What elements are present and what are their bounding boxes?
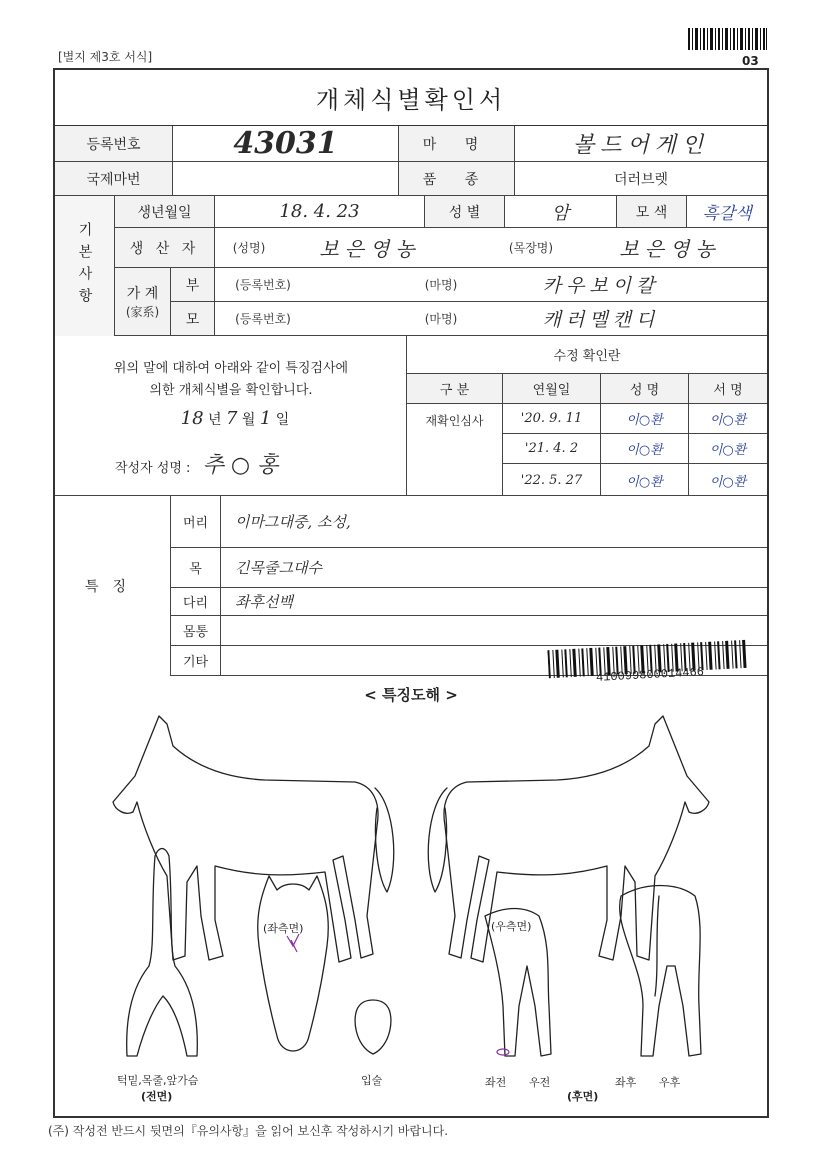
color-value: 흑갈색 — [702, 204, 752, 224]
footer-note: (주) 작성전 반드시 뒷면의『유의사항』을 읽어 보신후 작성하시기 바랍니다. — [48, 1124, 449, 1138]
bottom-barcode-number: 410099800014466 — [595, 665, 705, 685]
verification-date: '20. 9. 11 — [503, 404, 601, 433]
form-label: [별지 제3호 서식] — [58, 50, 153, 64]
verification-sign: 이○환 — [709, 474, 747, 490]
producer-name-value: 보은영농 — [319, 237, 421, 261]
dam-name-label: (마명) — [424, 312, 458, 326]
registration-value: 43031 — [173, 126, 399, 161]
horse-diagram — [55, 706, 767, 1116]
basic-section-label: 기본사항 — [55, 196, 115, 336]
statement-text — [71, 358, 391, 402]
right-rear-label: 우후 — [659, 1076, 681, 1089]
muzzle-label: 입술 — [361, 1074, 383, 1087]
verification-sign: 이○환 — [709, 413, 747, 428]
date-year-unit: 년 — [208, 412, 222, 428]
feature-body-label: 몸통 — [171, 616, 221, 645]
color-label: 모 색 — [617, 196, 687, 227]
intl-row — [55, 162, 767, 196]
rear-view-icon — [620, 886, 701, 1057]
left-front-label: 좌전 — [485, 1076, 507, 1089]
registration-row — [55, 126, 767, 162]
feature-leg-label: 다리 — [171, 588, 221, 615]
left-side-tail-icon — [375, 788, 394, 892]
author-line — [95, 448, 395, 479]
diagram-title: < 특징도해 > — [364, 686, 458, 704]
statement-date — [115, 408, 355, 429]
left-side-label: (좌측면) — [263, 922, 304, 935]
lineage-label-text: 가 계 — [126, 286, 159, 302]
verification-name: 이○환 — [601, 434, 689, 463]
intl-number-value — [173, 162, 399, 195]
statement-line-1: 위의 말에 대하여 아래와 같이 특징검사에 — [113, 361, 349, 376]
birth-row — [115, 196, 767, 228]
date-year: 18 — [180, 408, 204, 429]
verification-date: '22. 5. 27 — [503, 464, 601, 496]
sex-label: 성 별 — [425, 196, 505, 227]
date-day-unit: 일 — [275, 412, 290, 428]
verification-name: 이○환 — [601, 404, 689, 433]
dam-label: 모 — [171, 302, 215, 335]
horse-outline-drawing — [55, 706, 767, 1116]
ranch-value: 보은영농 — [619, 237, 721, 261]
producer-label: 생 산 자 — [115, 228, 215, 267]
dam-row — [171, 302, 767, 336]
horse-name-value: 볼드어게인 — [572, 133, 710, 158]
front-view-neck-icon — [127, 849, 198, 1057]
author-value: 추 ○ 홍 — [202, 453, 279, 478]
intl-number-label: 국제마번 — [55, 162, 173, 195]
dam-name-value: 캐러멜캔디 — [542, 309, 660, 331]
lineage-label — [115, 268, 171, 336]
features-section-label: 특징 — [55, 496, 171, 676]
sire-row — [171, 268, 767, 302]
front-parts-label: 턱밑,목줄,앞가슴 — [117, 1074, 199, 1087]
feature-neck-value: 긴목줄그대수 — [235, 559, 322, 577]
feature-head-value: 이마그대중, 소성, — [235, 513, 351, 531]
statement-line-2: 의한 개체식별을 확인합니다. — [149, 383, 313, 398]
front-label: (전면) — [141, 1090, 173, 1103]
date-day: 1 — [259, 408, 272, 429]
top-barcode — [688, 28, 768, 50]
feature-head-label: 머리 — [171, 496, 221, 547]
producer-name-label: (성명) — [232, 241, 266, 255]
identification-form — [53, 68, 769, 1118]
verification-category: 재확인심사 — [407, 404, 503, 496]
verification-header-sign: 서 명 — [689, 374, 767, 403]
feature-leg-row — [171, 588, 767, 616]
muzzle-icon — [355, 1000, 391, 1054]
sire-name-value: 카우보이칼 — [542, 275, 660, 297]
dam-reg-label: (등록번호) — [235, 312, 291, 326]
verification-header-category: 구 분 — [407, 374, 503, 403]
form-title: 개체식별확인서 — [55, 70, 767, 126]
author-label: 작성자 성명 : — [115, 461, 191, 476]
right-side-horse-icon — [444, 716, 709, 962]
lineage-label-sub: (家系) — [125, 305, 160, 319]
right-side-label: (우측면) — [491, 920, 532, 933]
verification-sign: 이○환 — [709, 443, 747, 458]
rear-label: (후면) — [567, 1090, 599, 1103]
verification-header — [407, 374, 767, 404]
verification-header-name: 성 명 — [601, 374, 689, 403]
breed-value: 더러브렛 — [613, 171, 669, 188]
feature-leg-value: 좌후선백 — [235, 593, 293, 611]
sire-name-label: (마명) — [424, 278, 458, 292]
verification-row — [503, 404, 767, 434]
feature-neck-label: 목 — [171, 548, 221, 587]
date-month-unit: 월 — [241, 412, 256, 428]
ranch-label: (목장명) — [508, 241, 554, 255]
left-rear-label: 좌후 — [615, 1076, 637, 1089]
feature-head-row — [171, 496, 767, 548]
leg-marking-icon — [497, 1049, 509, 1055]
verification-title: 수정 확인란 — [407, 336, 767, 374]
birth-label: 생년월일 — [115, 196, 215, 227]
head-front-icon — [258, 876, 329, 1051]
right-side-tail-icon — [428, 788, 447, 892]
sex-value: 암 — [505, 196, 617, 227]
verification-header-date: 연월일 — [503, 374, 601, 403]
verification-block — [407, 336, 767, 496]
date-month: 7 — [226, 408, 238, 429]
right-front-label: 우전 — [529, 1076, 551, 1089]
verification-date: '21. 4. 2 — [503, 434, 601, 463]
breed-label: 품 종 — [399, 162, 515, 195]
birth-value: 18. 4. 23 — [215, 196, 425, 227]
verification-row — [503, 434, 767, 464]
sire-reg-label: (등록번호) — [235, 278, 291, 292]
feature-etc-label: 기타 — [171, 646, 221, 675]
producer-row — [115, 228, 767, 268]
feature-neck-row — [171, 548, 767, 588]
sire-label: 부 — [171, 268, 215, 301]
registration-label: 등록번호 — [55, 126, 173, 161]
page-number: 03 — [742, 54, 759, 68]
head-marking-icon — [287, 934, 299, 952]
statement-block — [55, 336, 407, 496]
verification-name: 이○환 — [601, 464, 689, 496]
verification-row — [503, 464, 767, 496]
horse-name-label: 마 명 — [399, 126, 515, 161]
rear-view-tail-icon — [655, 896, 659, 996]
